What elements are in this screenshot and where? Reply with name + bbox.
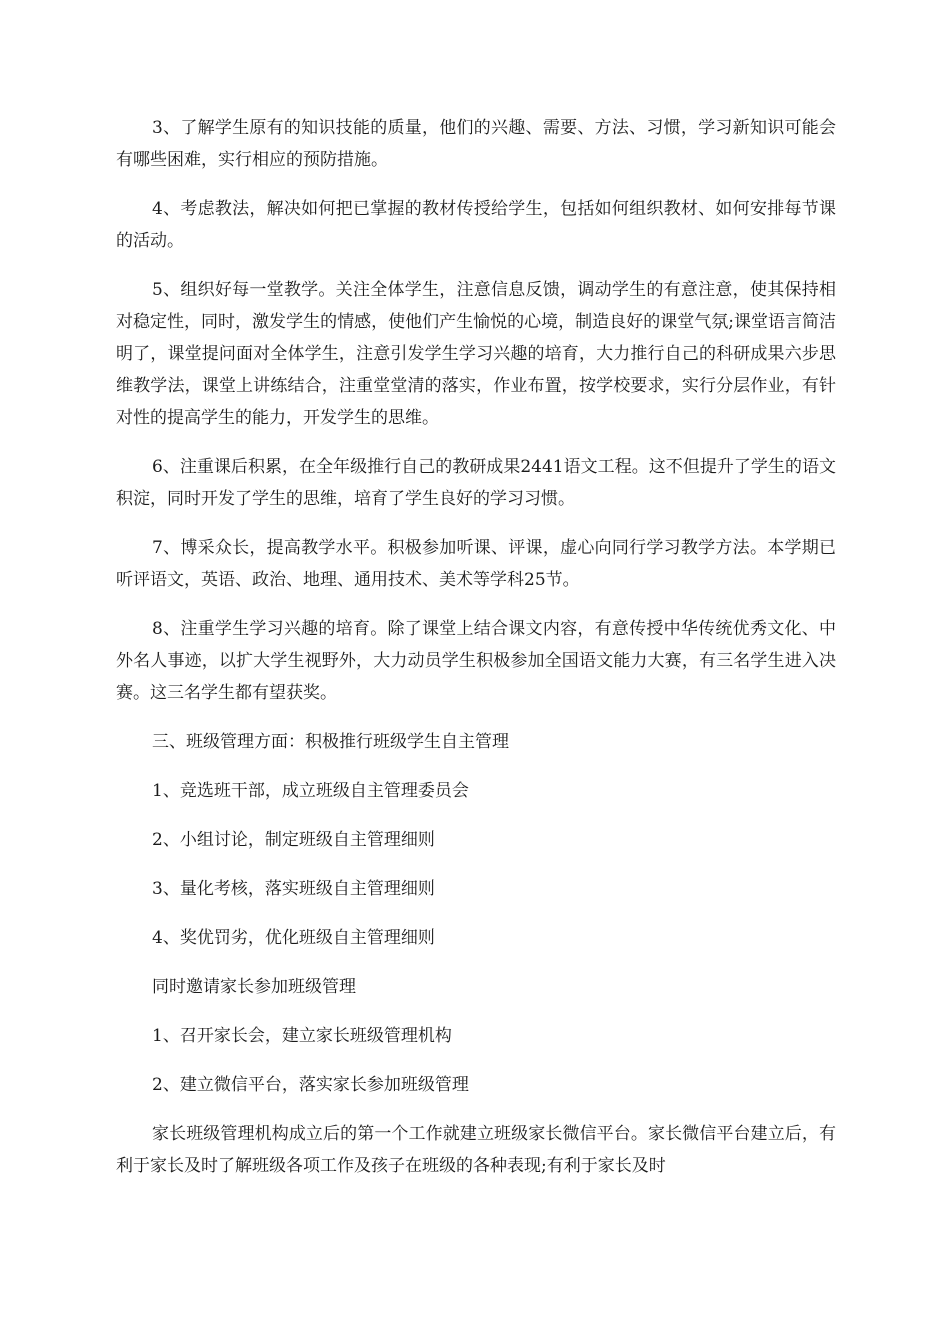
- class-item-4: 4、奖优罚劣，优化班级自主管理细则: [152, 928, 435, 948]
- paragraph-item-4: 4、考虑教法，解决如何把已掌握的教材传授给学生，包括如何组织教材、如何安排每节课的活动。: [116, 199, 836, 251]
- parent-item-1: 1、召开家长会，建立家长班级管理机构: [152, 1026, 452, 1046]
- paragraph-item-7: 7、博采众长，提高教学水平。积极参加听课、评课，虚心向同行学习教学方法。本学期已听评语文，英语、政治、地理、通用技术、美术等学科25节。: [116, 538, 836, 590]
- paragraph-item-3: 3、了解学生原有的知识技能的质量，他们的兴趣、需要、方法、习惯，学习新知识可能会有哪些困难，实行相应的预防措施。: [116, 118, 836, 170]
- document-body: [116, 112, 836, 1199]
- section-heading-class-management: 三、班级管理方面：积极推行班级学生自主管理: [152, 732, 509, 752]
- class-item-1: 1、竞选班干部，成立班级自主管理委员会: [152, 781, 469, 801]
- paragraph-item-6: 6、注重课后积累，在全年级推行自己的教研成果2441语文工程。这不但提升了学生的语文积淀，同时开发了学生的思维，培育了学生良好的学习习惯。: [116, 457, 836, 509]
- parent-item-2: 2、建立微信平台，落实家长参加班级管理: [152, 1075, 469, 1095]
- paragraph-item-8: 8、注重学生学习兴趣的培育。除了课堂上结合课文内容，有意传授中华传统优秀文化、中外名人事迹，以扩大学生视野外，大力动员学生积极参加全国语文能力大赛，有三名学生进入决赛。这三名学生都有望获奖。: [116, 619, 836, 703]
- parent-participation-heading: 同时邀请家长参加班级管理: [152, 977, 356, 997]
- class-item-3: 3、量化考核，落实班级自主管理细则: [152, 879, 435, 899]
- wechat-platform-paragraph: 家长班级管理机构成立后的第一个工作就建立班级家长微信平台。家长微信平台建立后，有利于家长及时了解班级各项工作及孩子在班级的各种表现;有利于家长及时: [116, 1124, 836, 1176]
- class-item-2: 2、小组讨论，制定班级自主管理细则: [152, 830, 435, 850]
- paragraph-item-5: 5、组织好每一堂教学。关注全体学生，注意信息反馈，调动学生的有意注意，使其保持相对稳定性，同时，激发学生的情感，使他们产生愉悦的心境，制造良好的课堂气氛;课堂语言简洁明了，课堂提问面对全体学生，注意引发学生学习兴趣的培育，大力推行自己的科研成果六步思维教学法，课堂上讲练结合，注重堂堂清的落实，作业布置，按学校要求，实行分层作业，有针对性的提高学生的能力，开发学生的思维。: [116, 280, 836, 428]
